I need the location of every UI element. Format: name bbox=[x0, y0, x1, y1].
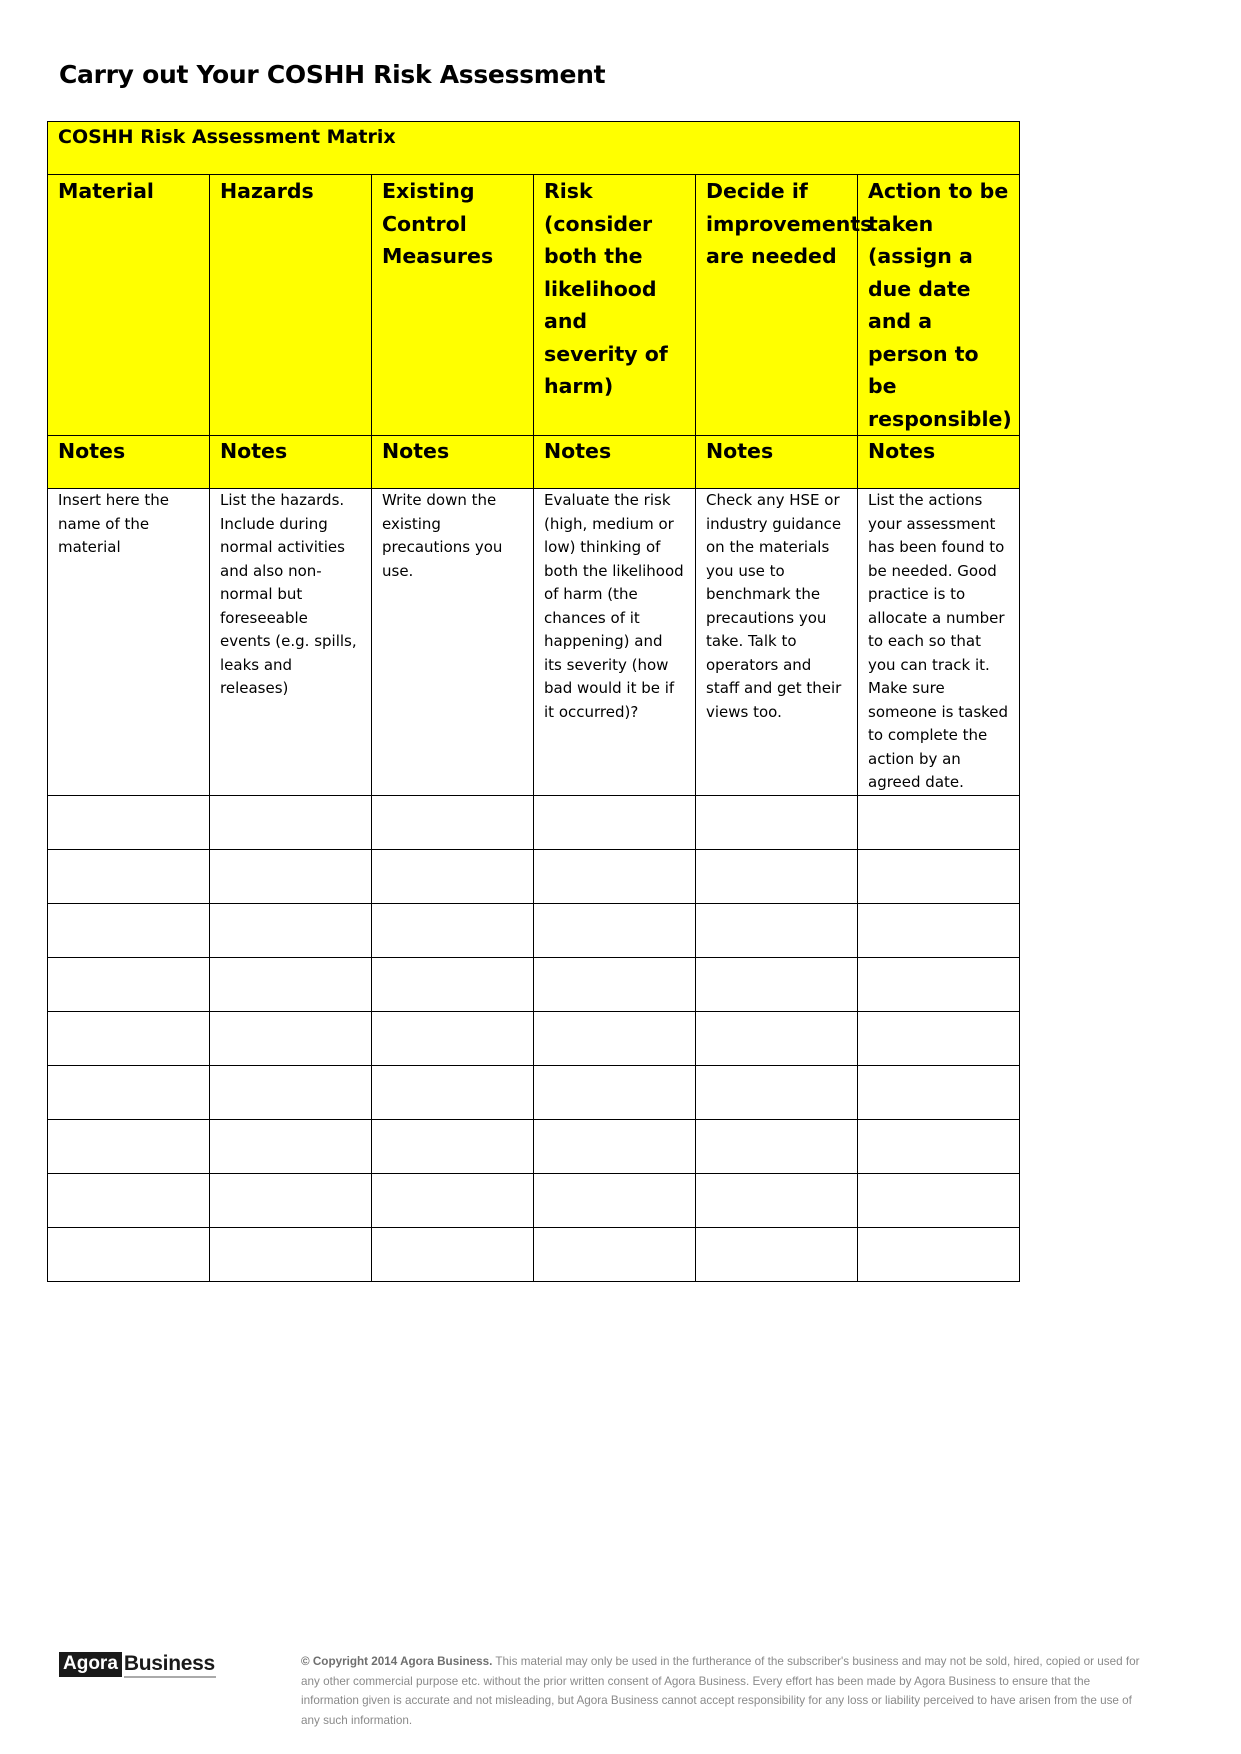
description-material: Insert here the name of the material bbox=[48, 489, 210, 796]
blank-cell[interactable] bbox=[696, 795, 858, 849]
blank-cell[interactable] bbox=[858, 1173, 1020, 1227]
notes-label: Notes bbox=[210, 436, 372, 489]
blank-cell[interactable] bbox=[534, 795, 696, 849]
description-action: List the actions your assessment has been found to be needed. Good practice is to allocate a number to each so that you can track it. Make sure someone is tasked to complete the action by an agreed date. bbox=[858, 489, 1020, 796]
blank-cell[interactable] bbox=[696, 1227, 858, 1281]
blank-cell[interactable] bbox=[48, 795, 210, 849]
blank-cell[interactable] bbox=[534, 1119, 696, 1173]
blank-cell[interactable] bbox=[372, 1065, 534, 1119]
blank-cell[interactable] bbox=[858, 849, 1020, 903]
blank-cell[interactable] bbox=[48, 903, 210, 957]
blank-cell[interactable] bbox=[696, 849, 858, 903]
blank-row bbox=[48, 1173, 1020, 1227]
blank-cell[interactable] bbox=[210, 795, 372, 849]
blank-cell[interactable] bbox=[696, 1065, 858, 1119]
blank-cell[interactable] bbox=[372, 849, 534, 903]
blank-cell[interactable] bbox=[534, 1011, 696, 1065]
blank-cell[interactable] bbox=[858, 1065, 1020, 1119]
blank-rows bbox=[48, 795, 1020, 1281]
blank-cell[interactable] bbox=[48, 1173, 210, 1227]
blank-cell[interactable] bbox=[534, 1227, 696, 1281]
logo-business-word: Business bbox=[123, 1652, 215, 1675]
blank-cell[interactable] bbox=[696, 1173, 858, 1227]
blank-cell[interactable] bbox=[534, 1173, 696, 1227]
notes-label: Notes bbox=[858, 436, 1020, 489]
blank-cell[interactable] bbox=[696, 957, 858, 1011]
blank-cell[interactable] bbox=[858, 903, 1020, 957]
blank-row bbox=[48, 1065, 1020, 1119]
blank-cell[interactable] bbox=[210, 849, 372, 903]
blank-row bbox=[48, 1011, 1020, 1065]
blank-row bbox=[48, 795, 1020, 849]
blank-cell[interactable] bbox=[210, 1011, 372, 1065]
notes-label: Notes bbox=[372, 436, 534, 489]
blank-cell[interactable] bbox=[858, 795, 1020, 849]
blank-cell[interactable] bbox=[210, 957, 372, 1011]
header-row bbox=[48, 175, 1020, 436]
blank-cell[interactable] bbox=[372, 1011, 534, 1065]
blank-cell[interactable] bbox=[534, 849, 696, 903]
blank-cell[interactable] bbox=[534, 957, 696, 1011]
blank-cell[interactable] bbox=[48, 849, 210, 903]
logo-tagline bbox=[124, 1676, 216, 1678]
notes-label: Notes bbox=[534, 436, 696, 489]
notes-label: Notes bbox=[696, 436, 858, 489]
description-row bbox=[48, 489, 1020, 796]
blank-row bbox=[48, 903, 1020, 957]
header-material: Material bbox=[48, 175, 210, 436]
logo-right-group bbox=[124, 1652, 216, 1678]
blank-cell[interactable] bbox=[858, 957, 1020, 1011]
description-existing-control-measures: Write down the existing precautions you use. bbox=[372, 489, 534, 796]
blank-cell[interactable] bbox=[372, 1173, 534, 1227]
description-hazards: List the hazards. Include during normal activities and also non-normal but foreseeable events (e.g. spills, leaks and releases) bbox=[210, 489, 372, 796]
copyright-heading: © Copyright 2014 Agora Business. bbox=[301, 1655, 493, 1668]
matrix-caption: COSHH Risk Assessment Matrix bbox=[48, 122, 1020, 175]
logo-agora-word: Agora bbox=[59, 1652, 122, 1677]
copyright-notice bbox=[301, 1652, 1151, 1730]
blank-cell[interactable] bbox=[696, 1119, 858, 1173]
header-action: Action to be taken (assign a due date and a person to be responsible) bbox=[858, 175, 1020, 436]
blank-cell[interactable] bbox=[372, 903, 534, 957]
risk-assessment-matrix bbox=[47, 121, 1020, 1282]
blank-row bbox=[48, 1227, 1020, 1281]
notes-row bbox=[48, 436, 1020, 489]
blank-cell[interactable] bbox=[858, 1011, 1020, 1065]
blank-cell[interactable] bbox=[534, 903, 696, 957]
blank-cell[interactable] bbox=[210, 903, 372, 957]
blank-cell[interactable] bbox=[858, 1227, 1020, 1281]
blank-cell[interactable] bbox=[696, 1011, 858, 1065]
blank-cell[interactable] bbox=[48, 1011, 210, 1065]
blank-cell[interactable] bbox=[210, 1065, 372, 1119]
blank-cell[interactable] bbox=[210, 1119, 372, 1173]
blank-row bbox=[48, 1119, 1020, 1173]
blank-cell[interactable] bbox=[858, 1119, 1020, 1173]
description-risk: Evaluate the risk (high, medium or low) thinking of both the likelihood of harm (the chances of it happening) and its severity (how bad would it be if it occurred)? bbox=[534, 489, 696, 796]
blank-cell[interactable] bbox=[696, 903, 858, 957]
copyright-body: This material may only be used in the furtherance of the subscriber's business and may not be sold, hired, copied or used for any other commercial purpose etc. without the prior written consent of Agora Business. Every effort has been made by Agora Business to ensure that the information given is accurate and not misleading, but Agora Business cannot accept responsibility for any loss or liability perceived to have arisen from the use of any such information. bbox=[301, 1655, 1140, 1727]
blank-cell[interactable] bbox=[48, 957, 210, 1011]
blank-row bbox=[48, 957, 1020, 1011]
header-improvements: Decide if improvements are needed bbox=[696, 175, 858, 436]
header-hazards: Hazards bbox=[210, 175, 372, 436]
blank-cell[interactable] bbox=[210, 1173, 372, 1227]
notes-label: Notes bbox=[48, 436, 210, 489]
page-title: Carry out Your COSHH Risk Assessment bbox=[59, 60, 606, 89]
blank-cell[interactable] bbox=[48, 1065, 210, 1119]
blank-cell[interactable] bbox=[372, 795, 534, 849]
agora-business-logo bbox=[59, 1652, 216, 1678]
header-risk: Risk (consider both the likelihood and severity of harm) bbox=[534, 175, 696, 436]
description-improvements: Check any HSE or industry guidance on the materials you use to benchmark the precautions you take. Talk to operators and staff and get their views too. bbox=[696, 489, 858, 796]
blank-cell[interactable] bbox=[48, 1227, 210, 1281]
blank-cell[interactable] bbox=[372, 957, 534, 1011]
blank-row bbox=[48, 849, 1020, 903]
header-existing-control-measures: Existing Control Measures bbox=[372, 175, 534, 436]
blank-cell[interactable] bbox=[534, 1065, 696, 1119]
blank-cell[interactable] bbox=[372, 1227, 534, 1281]
blank-cell[interactable] bbox=[372, 1119, 534, 1173]
blank-cell[interactable] bbox=[48, 1119, 210, 1173]
caption-row bbox=[48, 122, 1020, 175]
blank-cell[interactable] bbox=[210, 1227, 372, 1281]
